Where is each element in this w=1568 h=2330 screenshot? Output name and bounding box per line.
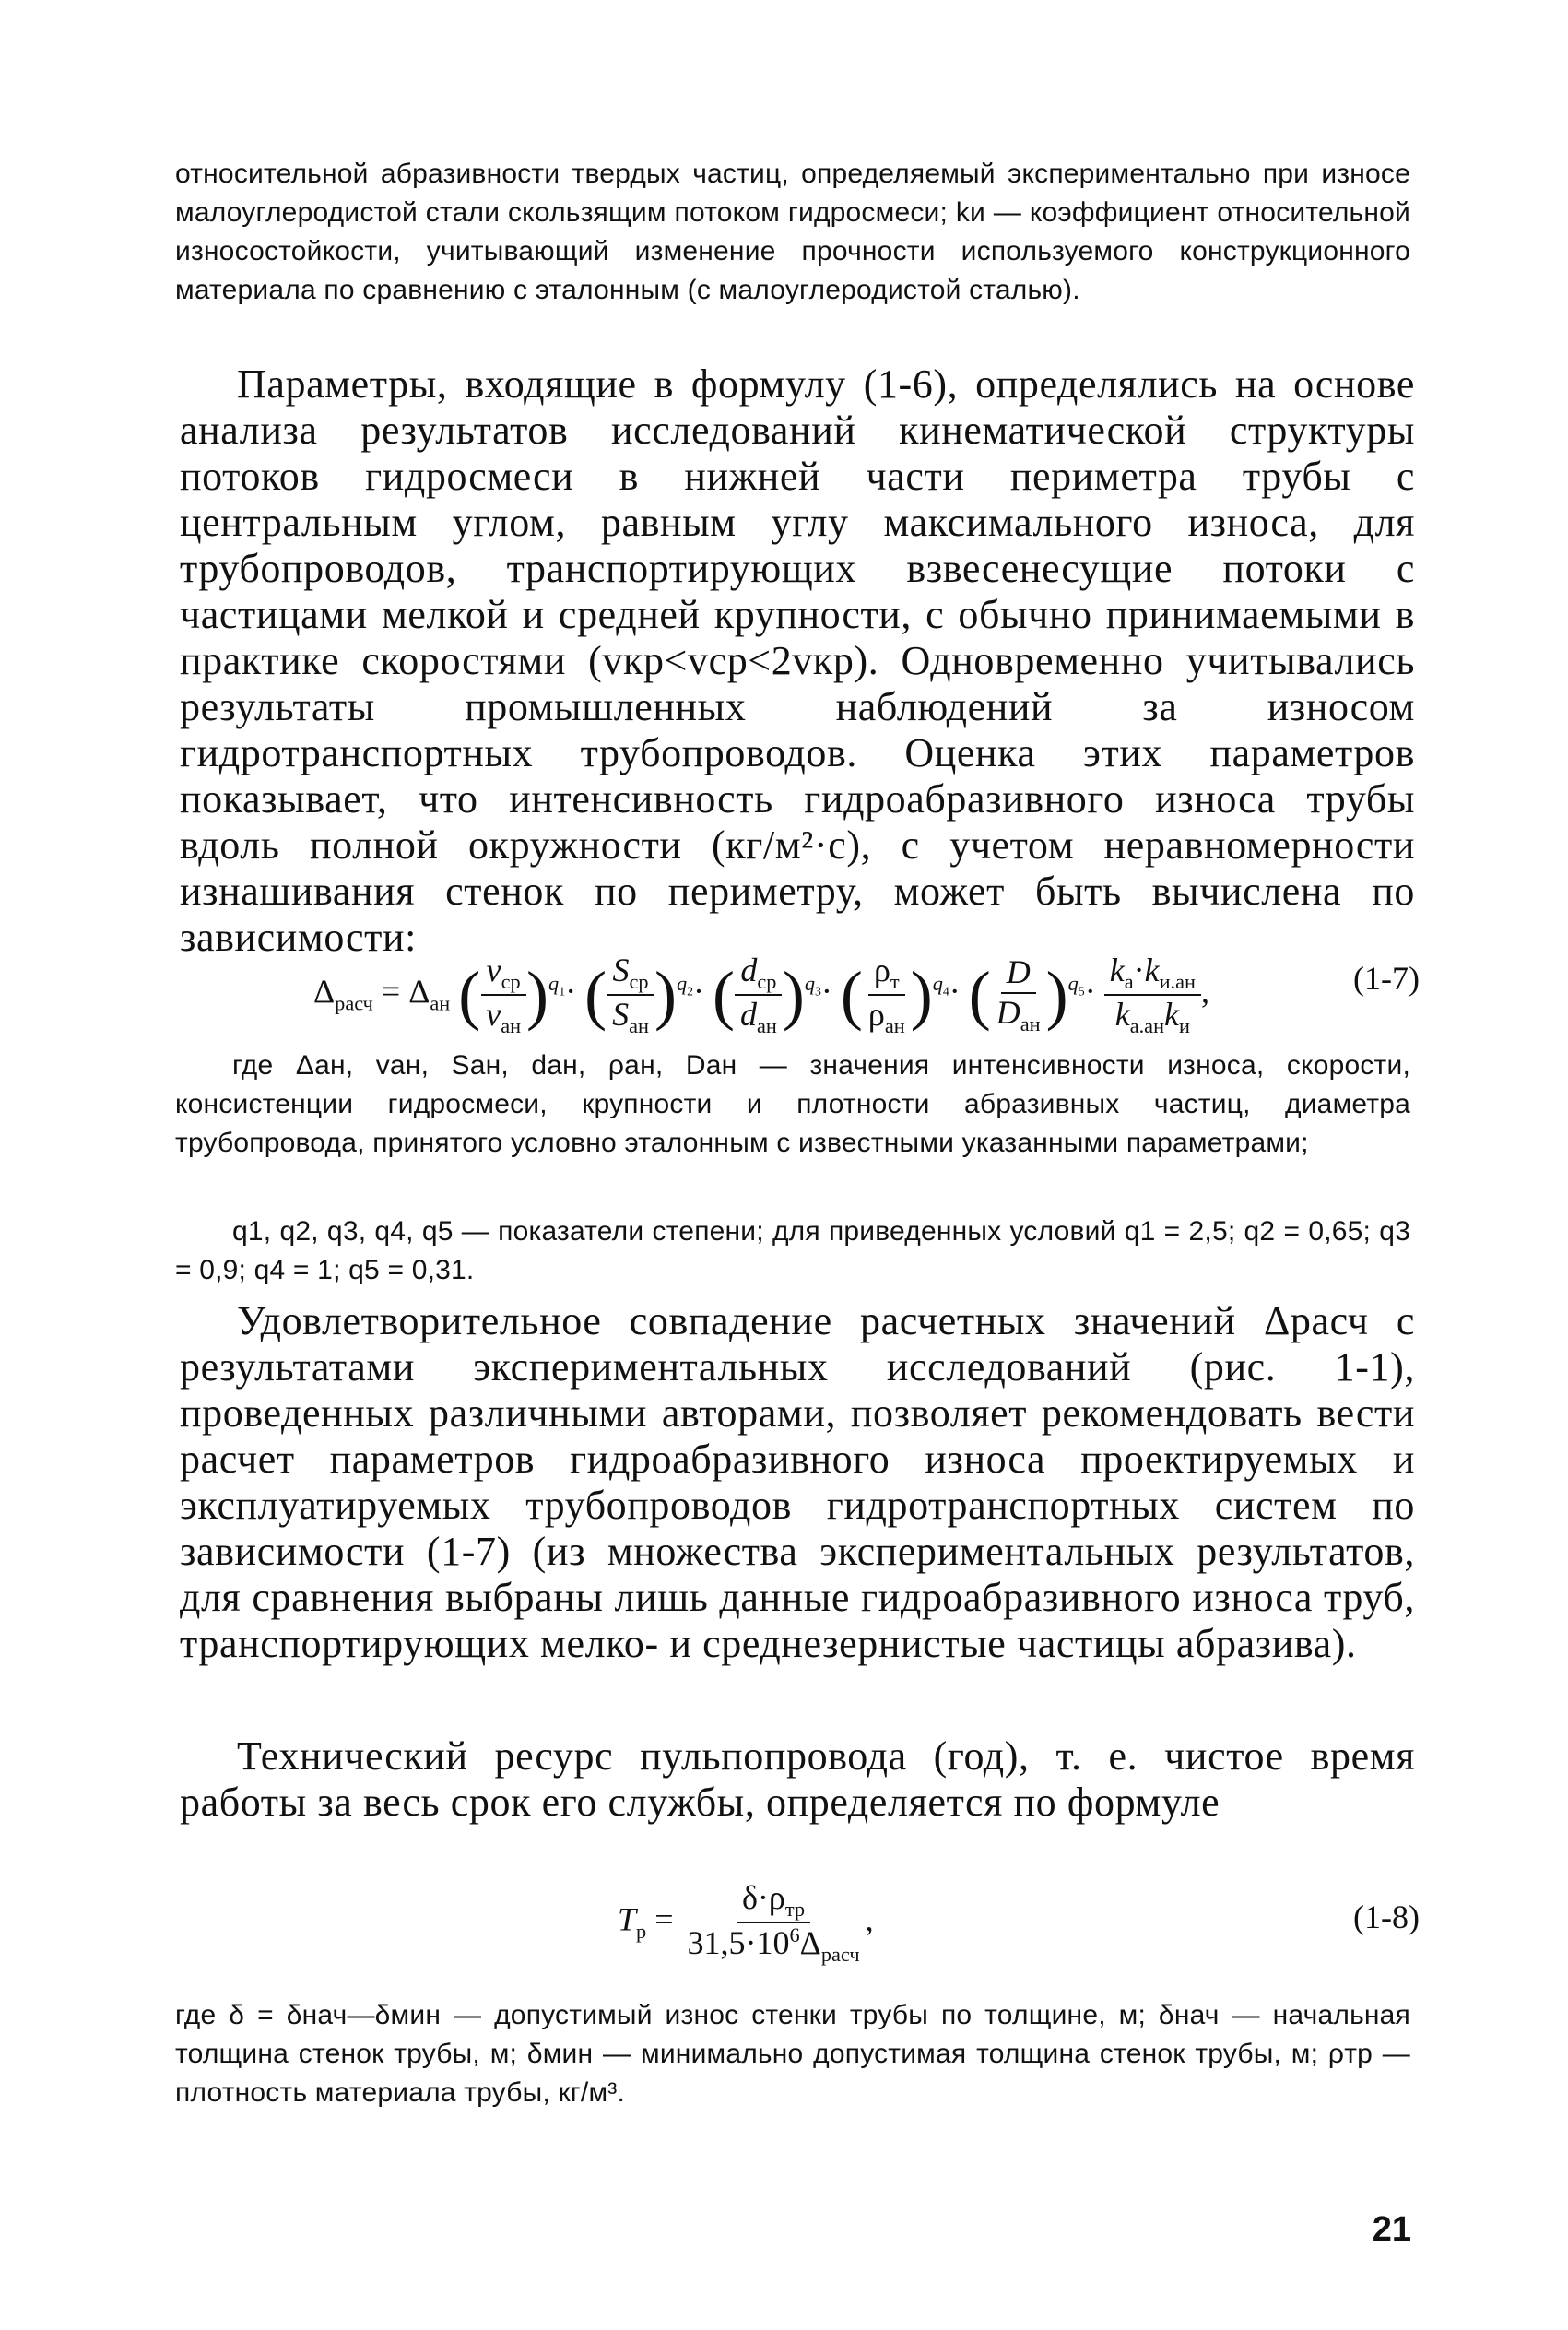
equation-number-1-8: (1-8) <box>1353 1898 1420 1935</box>
paragraph-1-text: относительной абразивности твердых частиц, определяемый экспериментально при износе малоуглеродистой стали скользящим потоком гидросмеси; kи — коэффициент относительной износостойкости, учитывающий изменение прочности используемого конструкционного материала по сравнению с эталонным (с малоуглеродистой сталью). <box>175 159 1410 305</box>
formula-1-7-body: $\Delta_{расч} = \Delta_{ан}$ ( $\frac{v_{ср}}{v_{ан}}$ )$^{q_1}$· ( $\frac{S_{ср}}{S_{ан}}$ )$^{q_2}$· ( $\frac{d_{ср}}{d_{ан}}$ )$^{q_3}$· ( $\frac{\rho_т}{\rho_{ан}}$ )$^{q_4}$· ( $\frac{D}{D_{ан}}$ )$^{q_5}$· $\frac{k_а\cdot k_{и.ан}}{k_{а.ан}k_и}$ , <box>313 952 1209 1038</box>
paragraph-5 <box>180 1298 1415 1667</box>
formula-1-7 <box>277 913 1420 1051</box>
paragraph-7-text: где δ = δнач—δмин — допустимый износ стенки трубы по толщине, м; δнач — начальная толщина стенок трубы, м; δмин — минимально допустимая толщина стенок трубы, м; ρтр — плотность материала трубы, кг/м³. <box>175 2000 1410 2108</box>
paragraph-3-text: где Δан, vан, Sан, dан, ρан, Dан — значения интенсивности износа, скорости, консистенции гидросмеси, крупности и плотности абразивных частиц, диаметра трубопровода, принятого условно эталонным с известными указанными параметрами; <box>175 1050 1410 1158</box>
paragraph-3 <box>175 1047 1410 1163</box>
paragraph-4-text: q1, q2, q3, q4, q5 — показатели степени; для приведенных условий q1 = 2,5; q2 = 0,65; q3 = 0,9; q4 = 1; q5 = 0,31. <box>175 1216 1410 1285</box>
equation-number-1-7: (1-7) <box>1353 960 1420 997</box>
paragraph-5-text: Удовлетворительное совпадение расчетных значений Δрасч с результатами экспериментальных исследований (рис. 1-1), проведенных различными авторами, позволяет рекомендовать вести расчет параметров гидроабразивного износа проектируемых и эксплуатируемых трубопроводов гидротранспортных систем по зависимости (1-7) (из множества экспериментальных результатов, для сравнения выбраны лишь данные гидроабразивного износа труб, транспортирующих мелко- и среднезернистые частицы абразива). <box>180 1298 1415 1666</box>
paragraph-6-text: Технический ресурс пульпопровода (год), т. е. чистое время работы за весь срок его службы, определяется по формуле <box>180 1733 1415 1825</box>
paragraph-2-text: Параметры, входящие в формулу (1-6), определялись на основе анализа результатов исследований кинематической структуры потоков гидросмеси в нижней части периметра трубы с центральным углом, равным углу максимального износа, для трубопроводов, транспортирующих взвесенесущие потоки с частицами мелкой и средней крупности, с обычно принимаемыми в практике скоростями (vкр<vср<2vкр). Одновременно учитывались результаты промышленных наблюдений за износом гидротранспортных трубопроводов. Оценка этих параметров показывает, что интенсивность гидроабразивного износа трубы вдоль полной окружности (кг/м²·с), с учетом неравномерности изнашивания стенок по периметру, может быть вычислена по зависимости: <box>180 361 1415 960</box>
paragraph-6 <box>180 1733 1415 1826</box>
formula-1-8-body: $T_р$ = $\frac{\delta\cdot\rho_{тр}}{31,5\cdot 10^6\Delta_{расч}}$ , <box>618 1879 874 1967</box>
paragraph-2 <box>180 361 1415 961</box>
paragraph-1 <box>175 155 1410 310</box>
paragraph-4 <box>175 1212 1410 1290</box>
page-number: 21 <box>1372 2210 1411 2249</box>
paragraph-7 <box>175 1996 1410 2112</box>
formula-1-8 <box>608 1872 1420 1982</box>
